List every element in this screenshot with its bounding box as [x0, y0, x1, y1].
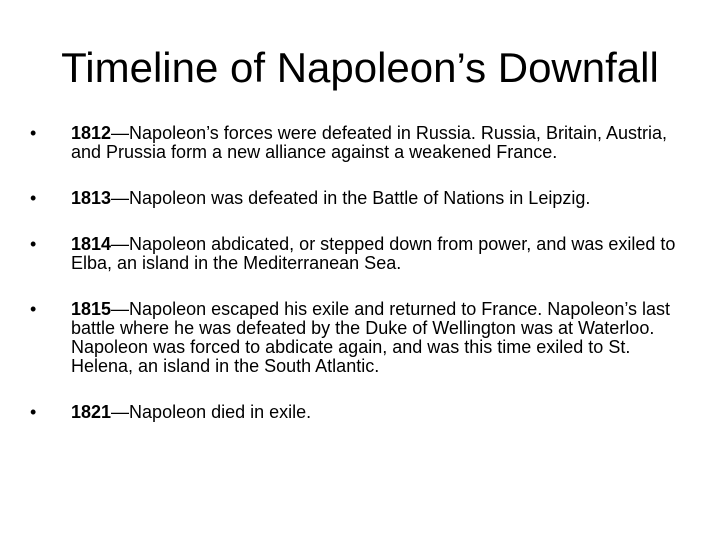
- event-year: 1814: [71, 234, 112, 254]
- bullet-icon: •: [30, 402, 37, 422]
- list-item: [30, 403, 690, 422]
- event-year: 1821: [71, 402, 112, 422]
- bullet-icon: •: [30, 234, 37, 254]
- timeline-list: [30, 124, 690, 449]
- bullet-icon: •: [30, 299, 37, 319]
- event-year: 1812: [71, 123, 112, 143]
- list-item: [30, 189, 690, 208]
- slide-title: Timeline of Napoleon’s Downfall: [61, 44, 659, 91]
- bullet-icon: •: [30, 188, 37, 208]
- list-item: [30, 300, 690, 376]
- event-text: —Napoleon abdicated, or stepped down from power, and was exiled to Elba, an island in the Mediterranean Sea.: [71, 234, 676, 273]
- event-text: —Napoleon was defeated in the Battle of Nations in Leipzig.: [111, 188, 591, 208]
- list-item: [30, 235, 690, 273]
- event-text: —Napoleon’s forces were defeated in Russia. Russia, Britain, Austria, and Prussia form a new alliance against a weakened France.: [71, 123, 667, 162]
- list-item: [30, 124, 690, 162]
- event-year: 1815: [71, 299, 112, 319]
- event-year: 1813: [71, 188, 112, 208]
- bullet-icon: •: [30, 123, 37, 143]
- event-text: —Napoleon escaped his exile and returned to France. Napoleon’s last battle where he was defeated by the Duke of Wellington was at Waterloo. Napoleon was forced to abdicate again, and was this time exiled to St. Helena, an island in the South Atlantic.: [71, 299, 671, 376]
- event-text: —Napoleon died in exile.: [111, 402, 312, 422]
